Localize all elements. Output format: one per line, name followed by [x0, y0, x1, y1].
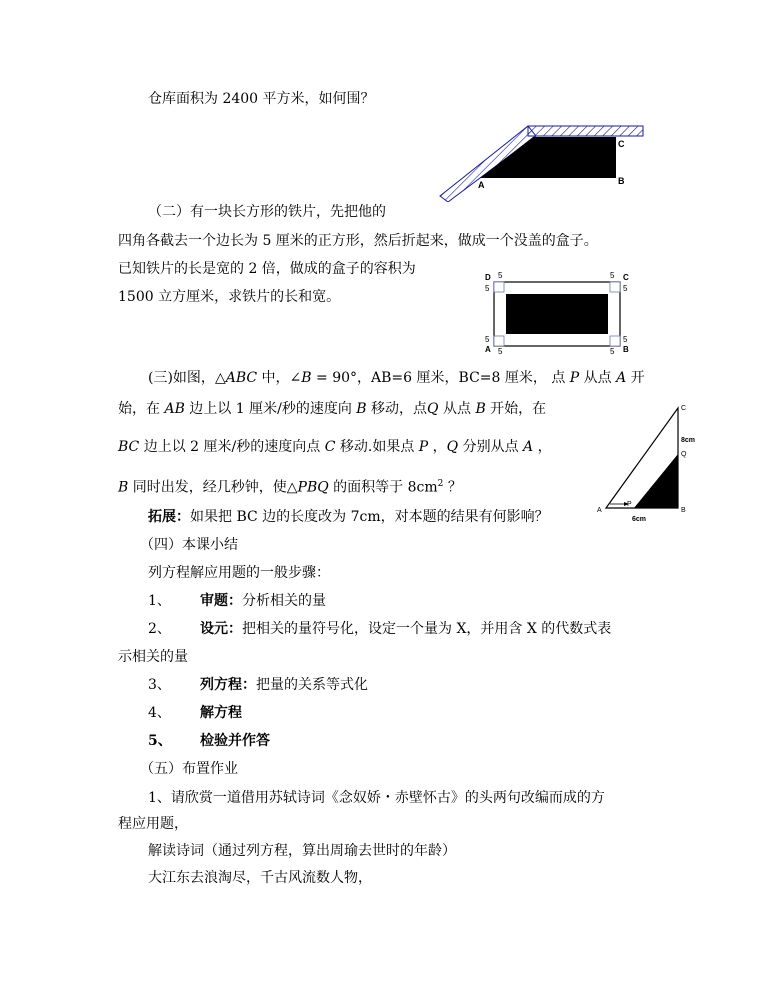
box-base: [506, 294, 608, 334]
svg-text:5: 5: [485, 335, 490, 344]
svg-text:5: 5: [623, 284, 628, 293]
label-C: C: [618, 139, 625, 149]
problem3-line3: BC 边上以 2 厘米/秒的速度向点 C 移动.如果点 P ，Q 分别从点 A ，: [118, 439, 552, 455]
problem3-line4: B 同时出发，经几秒钟，使△PBQ 的面积等于 $8cm^2$ ？: [118, 479, 462, 496]
label-A: A: [597, 507, 602, 514]
text-line: 解读诗词（通过列方程，算出周瑜去世时的年龄）: [148, 843, 456, 859]
step-item: 1、 审题：分析相关的量: [148, 593, 326, 609]
problem3-line2: 始，在 AB 边上以 1 厘米/秒的速度向 B 移动，点Q 从点 B 开始，在: [118, 401, 547, 417]
text-line: 四角各截去一个边长为 5 厘米的正方形，然后折起来，做成一个没盖的盒子。: [118, 233, 598, 249]
svg-text:5: 5: [498, 347, 503, 356]
svg-text:5: 5: [610, 347, 615, 356]
label-C: C: [623, 273, 629, 282]
problem3-line1: (三)如图，△ABC 中，∠B = 90°，AB=6 厘米，BC=8 厘米， 点 P 从点 A 开: [148, 370, 645, 386]
step-item-continued: 示相关的量: [118, 649, 188, 665]
text-line: （二）有一块长方形的铁片，先把他的: [148, 204, 386, 220]
svg-text:5: 5: [485, 284, 490, 293]
label-bc-length: 8cm: [681, 437, 696, 444]
section-heading: （四）本课小结: [140, 537, 238, 553]
step-item: 5、 检验并作答: [148, 733, 270, 749]
label-Q: Q: [681, 451, 687, 458]
label-ab-length: 6cm: [632, 516, 647, 523]
text-line: 仓库面积为 2400 平方米，如何围？: [148, 91, 375, 107]
iron-sheet-figure: [482, 268, 632, 356]
section-heading: （五）布置作业: [140, 761, 238, 777]
poem-line: 大江东去浪淘尽，千古风流数人物，: [148, 870, 372, 886]
wall-top: [528, 126, 643, 136]
text-line: 程应用题，: [118, 816, 188, 832]
svg-text:5: 5: [623, 335, 628, 344]
text-line: 1500 立方厘米，求铁片的长和宽。: [118, 289, 341, 305]
text-line: 列方程解应用题的一般步骤：: [148, 565, 330, 581]
text-line: 1、请欣赏一道借用苏轼诗词《念奴娇・赤壁怀古》的头两句改编而成的方: [148, 790, 605, 806]
extension-line: 拓展：如果把 BC 边的长度改为 7cm，对本题的结果有何影响？: [148, 509, 549, 525]
label-B: B: [623, 345, 629, 354]
svg-text:5: 5: [498, 271, 503, 280]
label-B: B: [681, 507, 686, 514]
warehouse-figure: [438, 122, 648, 202]
step-item: 4、 解方程: [148, 705, 242, 721]
label-P: P: [627, 501, 632, 508]
label-C: C: [681, 405, 687, 412]
label-B: B: [618, 176, 625, 186]
label-A: A: [485, 345, 491, 354]
svg-text:5: 5: [610, 271, 615, 280]
label-A: A: [478, 180, 485, 190]
step-item: 2、 设元：把相关的量符号化，设定一个量为 X，并用含 X 的代数式表: [148, 621, 612, 637]
label-D: D: [485, 273, 491, 282]
triangle-figure: [596, 400, 706, 525]
step-item: 3、 列方程：把量的关系等式化: [148, 677, 368, 693]
text-line: 已知铁片的长是宽的 2 倍，做成的盒子的容积为: [118, 261, 416, 277]
